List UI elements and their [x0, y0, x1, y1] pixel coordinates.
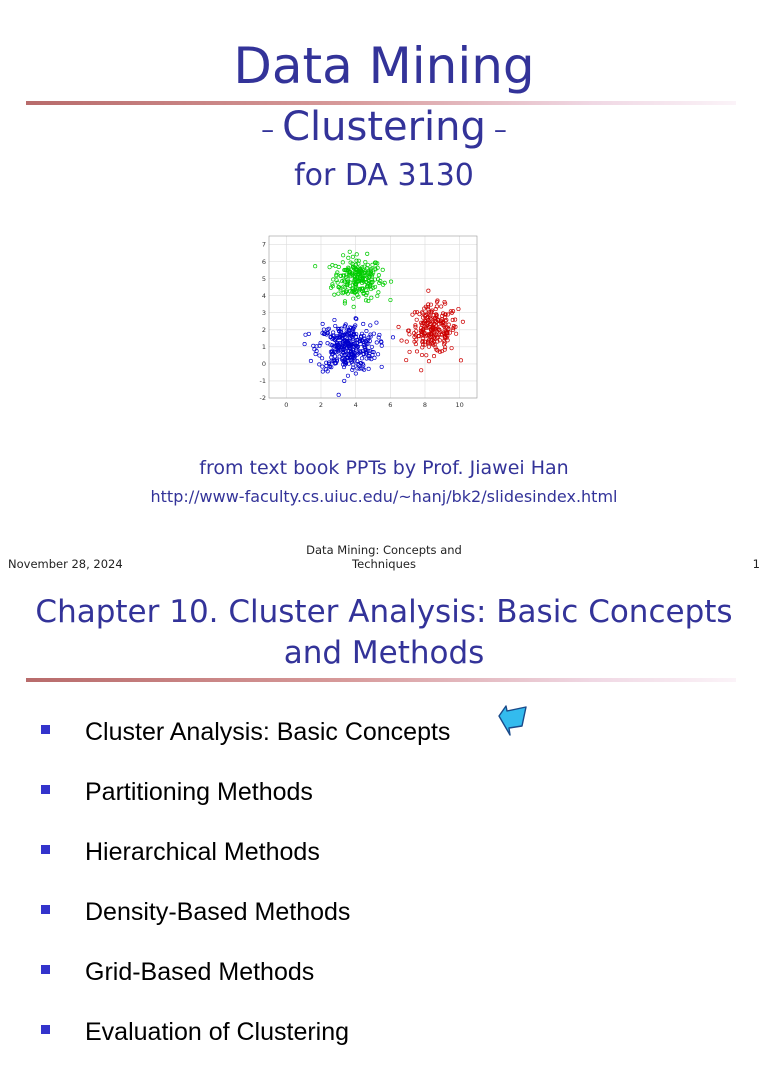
scatter-point — [454, 332, 457, 335]
scatter-point — [364, 260, 367, 263]
scatter-point — [377, 273, 380, 276]
scatter-point — [347, 256, 350, 259]
scatter-point — [367, 367, 370, 370]
y-tick-label: -1 — [259, 377, 266, 386]
scatter-point — [391, 336, 394, 339]
scatter-point — [318, 354, 321, 357]
scatter-point — [369, 333, 372, 336]
x-tick-label: 0 — [284, 401, 289, 409]
square-bullet-icon — [41, 905, 50, 914]
subtitle-dash-right: – — [493, 115, 507, 145]
outline-item — [0, 710, 768, 770]
square-bullet-icon — [41, 845, 50, 854]
x-tick-label: 10 — [455, 401, 464, 409]
scatter-point — [372, 332, 375, 335]
subtitle-text: Clustering — [282, 104, 486, 150]
scatter-point — [303, 342, 306, 345]
footer-page-number: 1 — [752, 557, 760, 571]
scatter-point — [337, 292, 340, 295]
subtitle-dash-left: – — [261, 115, 275, 145]
scatter-points — [303, 250, 465, 396]
scatter-point — [333, 318, 336, 321]
outline-list — [0, 710, 768, 1070]
square-bullet-icon — [41, 965, 50, 974]
scatter-point — [332, 278, 335, 281]
square-bullet-icon — [41, 725, 50, 734]
cluster-scatter-plot — [255, 230, 483, 410]
outline-item-label: Hierarchical Methods — [85, 838, 320, 866]
y-tick-label: 4 — [261, 291, 266, 300]
y-tick-label: 1 — [261, 343, 266, 352]
scatter-grid — [269, 236, 477, 398]
outline-item-label: Density-Based Methods — [85, 898, 351, 926]
scatter-point — [309, 359, 312, 362]
chapter-title-divider — [26, 678, 736, 682]
scatter-point — [381, 268, 384, 271]
scatter-point — [364, 299, 367, 302]
scatter-point — [304, 333, 307, 336]
x-tick-label: 4 — [353, 401, 358, 409]
slide-outline — [0, 578, 768, 1046]
footer-date: November 28, 2024 — [8, 557, 123, 571]
course-code: for DA 3130 — [294, 158, 474, 193]
scatter-point — [451, 318, 454, 321]
scatter-point — [337, 393, 340, 396]
scatter-point — [408, 333, 411, 336]
scatter-point — [328, 265, 331, 268]
y-tick-label: 3 — [261, 308, 266, 317]
x-tick-label: 2 — [318, 401, 324, 409]
outline-item — [0, 890, 768, 950]
scatter-point — [400, 339, 403, 342]
x-tick-label: 8 — [422, 401, 428, 409]
y-tick-label: 7 — [261, 240, 266, 249]
scatter-point — [341, 261, 344, 264]
y-tick-label: -2 — [259, 394, 266, 403]
outline-item-label: Evaluation of Clustering — [85, 1018, 350, 1046]
scatter-point — [351, 255, 354, 258]
scatter-point — [419, 369, 422, 372]
scatter-point — [408, 350, 411, 353]
x-tick-label: 6 — [388, 401, 393, 409]
y-tick-label: 0 — [261, 360, 266, 369]
scatter-point — [346, 374, 349, 377]
scatter-point — [366, 263, 369, 266]
outline-item-label: Partitioning Methods — [85, 778, 313, 806]
scatter-point — [321, 370, 324, 373]
scatter-point — [421, 337, 424, 340]
scatter-point — [376, 353, 379, 356]
scatter-point — [318, 363, 321, 366]
scatter-point — [334, 264, 337, 267]
plot-frame — [269, 236, 477, 398]
scatter-point — [415, 318, 418, 321]
scatter-point — [363, 265, 366, 268]
scatter-point — [447, 323, 450, 326]
scatter-point — [439, 305, 442, 308]
scatter-point — [389, 280, 392, 283]
scatter-point — [375, 341, 378, 344]
scatter-point — [443, 348, 446, 351]
scatter-point — [415, 350, 418, 353]
scatter-point — [430, 309, 433, 312]
square-bullet-icon — [41, 785, 50, 794]
scatter-point — [432, 354, 435, 357]
scatter-point — [338, 355, 341, 358]
scatter-point — [307, 332, 310, 335]
slide-title-heading: Data Mining — [233, 37, 535, 95]
scatter-point — [380, 365, 383, 368]
credit-line: from text book PPTs by Prof. Jiawei Han — [199, 457, 569, 479]
scatter-point — [397, 325, 400, 328]
outline-item — [0, 1010, 768, 1070]
scatter-point — [415, 310, 418, 313]
subtitle — [0, 102, 768, 157]
source-url[interactable]: http://www-faculty.cs.uiuc.edu/~hanj/bk2/slidesindex.html — [150, 487, 618, 506]
outline-item — [0, 950, 768, 1010]
scatter-point — [420, 353, 423, 356]
scatter-point — [321, 322, 324, 325]
scatter-point — [360, 357, 363, 360]
scatter-point — [366, 252, 369, 255]
scatter-point — [427, 289, 430, 292]
scatter-point — [352, 305, 355, 308]
scatter-point — [334, 324, 337, 327]
scatter-point — [420, 311, 423, 314]
scatter-point — [313, 265, 316, 268]
square-bullet-icon — [41, 1025, 50, 1034]
scatter-point — [362, 322, 365, 325]
scatter-point — [314, 352, 317, 355]
outline-item — [0, 770, 768, 830]
scatter-point — [411, 313, 414, 316]
outline-item-label: Grid-Based Methods — [85, 958, 315, 986]
scatter-point — [375, 321, 378, 324]
scatter-point — [370, 296, 373, 299]
scatter-point — [377, 291, 380, 294]
outline-item — [0, 830, 768, 890]
scatter-point — [341, 254, 344, 257]
scatter-point — [369, 324, 372, 327]
scatter-point — [352, 297, 355, 300]
footer-title: Data Mining: Concepts and Techniques — [306, 543, 462, 571]
scatter-point — [461, 320, 464, 323]
scatter-point — [427, 359, 430, 362]
scatter-point — [405, 340, 408, 343]
scatter-point — [367, 299, 370, 302]
scatter-point — [356, 367, 359, 370]
chapter-title: Chapter 10. Cluster Analysis: Basic Concepts and Methods — [35, 594, 733, 671]
outline-item-label: Cluster Analysis: Basic Concepts — [85, 718, 451, 746]
scatter-point — [348, 250, 351, 253]
scatter-point — [404, 358, 407, 361]
scatter-point — [343, 302, 346, 305]
y-tick-label: 2 — [261, 325, 266, 334]
scatter-point — [445, 318, 448, 321]
y-tick-label: 5 — [261, 274, 266, 283]
y-tick-label: 6 — [261, 257, 266, 266]
